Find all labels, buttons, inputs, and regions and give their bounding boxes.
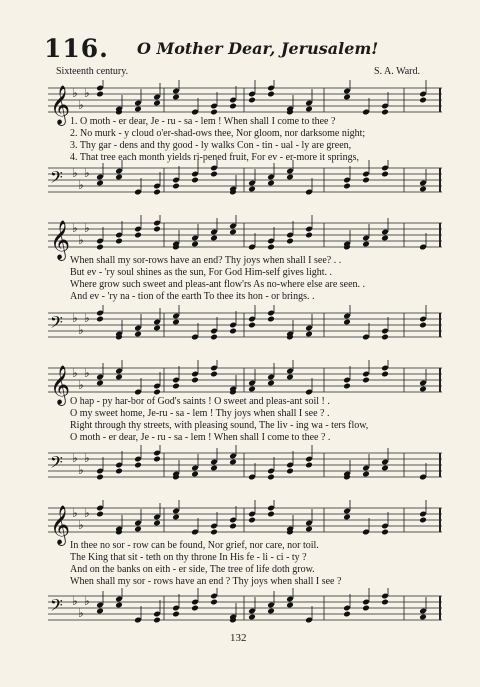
note-head — [191, 605, 199, 612]
note-head — [343, 94, 351, 101]
note-head — [153, 325, 161, 332]
note-head — [286, 374, 294, 381]
note-head — [96, 180, 104, 187]
flat-icon: ♭ — [72, 451, 78, 465]
note-head — [248, 97, 256, 104]
note-head — [210, 465, 218, 472]
note-head — [172, 183, 180, 190]
flat-icon: ♭ — [84, 451, 90, 465]
flat-icon: ♭ — [84, 506, 90, 520]
note-head — [343, 183, 351, 190]
note-head — [96, 244, 104, 251]
note-head — [96, 316, 104, 323]
note-head — [191, 471, 199, 478]
note-head — [343, 514, 351, 521]
note-head — [381, 465, 389, 472]
note-head — [248, 322, 256, 329]
lyric-line: O hap - py har-bor of God's saints ! O sweet and pleas-ant soil ! . — [70, 396, 330, 407]
note-head — [96, 608, 104, 615]
lyrics-block-1 — [70, 116, 442, 164]
flat-icon: ♭ — [78, 463, 84, 477]
flat-icon: ♭ — [84, 166, 90, 180]
lyric-line: When shall my sor-rows have an end? Thy joys when shall I see? . . — [70, 255, 342, 266]
note-head — [343, 383, 351, 390]
note-head — [191, 241, 199, 248]
note-head — [172, 319, 180, 326]
note-head — [115, 374, 123, 381]
note-head — [229, 523, 237, 530]
note-head — [210, 529, 218, 536]
note-head — [172, 383, 180, 390]
note-head — [267, 244, 275, 251]
note-head — [267, 608, 275, 615]
note-head — [210, 109, 218, 116]
flat-icon: ♭ — [78, 518, 84, 532]
bass-staff-4 — [44, 588, 444, 638]
bass-staff-3 — [44, 445, 444, 495]
note-head — [381, 334, 389, 341]
hymn-title: O Mother Dear, Jerusalem! — [137, 39, 379, 58]
note-head — [134, 526, 142, 533]
note-head — [286, 174, 294, 181]
note-head — [134, 106, 142, 113]
lyric-line: 4. That tree each month yields ri-pened fruit, For ev - er-more it springs, — [70, 152, 359, 163]
note-head — [267, 316, 275, 323]
note-head — [305, 331, 313, 338]
lyric-line: The King that sit - teth on thy throne In His fe - li - ci - ty ? — [70, 552, 307, 563]
note-head — [305, 232, 313, 239]
page-number: 132 — [230, 632, 247, 644]
lyric-line: 3. Thy gar - dens and thy good - ly walks Con - tin - ual - ly are green, — [70, 140, 352, 151]
note-head — [191, 377, 199, 384]
note-head — [210, 599, 218, 606]
lyrics-block-3 — [70, 396, 442, 444]
lyric-line: In thee no sor - row can be found, Nor grief, nor care, nor toil. — [70, 540, 319, 551]
bass-staff-1 — [44, 160, 444, 210]
note-head — [381, 109, 389, 116]
note-head — [419, 322, 427, 329]
lyric-line: But ev - 'ry soul shines as the sun, For God Him-self gives light. . — [70, 267, 333, 278]
flat-icon: ♭ — [72, 594, 78, 608]
note-head — [305, 106, 313, 113]
note-head — [210, 235, 218, 242]
note-head — [343, 319, 351, 326]
treble-clef-icon: 𝄞 — [50, 505, 71, 545]
bass-clef-icon: 𝄢 — [50, 452, 63, 476]
bass-staff-2 — [44, 305, 444, 355]
lyric-line: Right through thy streets, with pleasing sound, The liv - ing wa - ters flow, — [70, 420, 369, 431]
note-head — [229, 103, 237, 110]
lyric-line: 2. No murk - y cloud o'er-shad-ows thee, Nor gloom, nor darksome night; — [70, 128, 366, 139]
note-head — [172, 514, 180, 521]
note-head — [229, 328, 237, 335]
note-head — [419, 614, 427, 621]
lyric-line: And ev - 'ry na - tion of the earth To thee its hon - or brings. . — [70, 291, 315, 302]
note-head — [153, 456, 161, 463]
note-head — [153, 617, 161, 624]
bass-clef-icon: 𝄢 — [50, 595, 63, 619]
flat-icon: ♭ — [78, 233, 84, 247]
note-head — [153, 100, 161, 107]
flat-icon: ♭ — [84, 86, 90, 100]
note-head — [153, 226, 161, 233]
note-head — [362, 177, 370, 184]
note-head — [267, 91, 275, 98]
note-head — [115, 174, 123, 181]
flat-icon: ♭ — [78, 98, 84, 112]
flat-icon: ♭ — [84, 594, 90, 608]
note-head — [419, 386, 427, 393]
note-head — [362, 241, 370, 248]
note-head — [286, 602, 294, 609]
hymn-number: 116. — [44, 34, 109, 63]
bass-clef-icon: 𝄢 — [50, 312, 63, 336]
note-head — [191, 177, 199, 184]
treble-clef-icon: 𝄞 — [50, 85, 71, 125]
note-head — [267, 180, 275, 187]
composer-text: S. A. Ward. — [374, 66, 420, 77]
note-head — [362, 377, 370, 384]
treble-clef-icon: 𝄞 — [50, 220, 71, 260]
note-head — [115, 602, 123, 609]
note-head — [248, 186, 256, 193]
bass-clef-icon: 𝄢 — [50, 167, 63, 191]
flat-icon: ♭ — [72, 366, 78, 380]
note-head — [343, 611, 351, 618]
flat-icon: ♭ — [78, 323, 84, 337]
note-head — [96, 511, 104, 518]
lyric-line: O moth - er dear, Je - ru - sa - lem ! When shall I come to thee ? . — [70, 432, 331, 443]
note-head — [153, 520, 161, 527]
flat-icon: ♭ — [78, 178, 84, 192]
flat-icon: ♭ — [78, 378, 84, 392]
flat-icon: ♭ — [84, 221, 90, 235]
note-head — [229, 229, 237, 236]
note-head — [286, 238, 294, 245]
flat-icon: ♭ — [78, 606, 84, 620]
note-head — [381, 599, 389, 606]
flat-icon: ♭ — [72, 166, 78, 180]
note-head — [362, 605, 370, 612]
note-head — [305, 526, 313, 533]
lyrics-block-4 — [70, 540, 442, 588]
note-head — [419, 517, 427, 524]
note-head — [96, 474, 104, 481]
note-head — [381, 371, 389, 378]
note-head — [248, 386, 256, 393]
lyrics-block-2 — [70, 255, 442, 303]
note-head — [210, 171, 218, 178]
note-head — [286, 468, 294, 475]
origin-text: Sixteenth century. — [56, 66, 129, 77]
note-head — [267, 474, 275, 481]
flat-icon: ♭ — [72, 221, 78, 235]
note-head — [229, 459, 237, 466]
lyric-line: 1. O moth - er dear, Je - ru - sa - lem ! When shall I come to thee ? — [70, 116, 336, 127]
flat-icon: ♭ — [84, 366, 90, 380]
flat-icon: ♭ — [72, 506, 78, 520]
hymn-header — [44, 34, 444, 64]
note-head — [172, 94, 180, 101]
note-head — [248, 614, 256, 621]
note-head — [248, 517, 256, 524]
lyric-line: Where grow such sweet and pleas-ant flow'rs As no-where else are seen. . — [70, 279, 366, 290]
note-head — [419, 97, 427, 104]
note-head — [153, 189, 161, 196]
note-head — [134, 232, 142, 239]
flat-icon: ♭ — [72, 86, 78, 100]
note-head — [96, 91, 104, 98]
note-head — [381, 235, 389, 242]
note-head — [267, 511, 275, 518]
lyric-line: And on the banks on eith - er side, The tree of life doth grow. — [70, 564, 315, 575]
note-head — [381, 529, 389, 536]
treble-clef-icon: 𝄞 — [50, 365, 71, 405]
flat-icon: ♭ — [72, 311, 78, 325]
note-head — [210, 371, 218, 378]
note-head — [305, 462, 313, 469]
note-head — [362, 471, 370, 478]
lyric-line: O my sweet home, Je-ru - sa - lem ! Thy joys when shall I see ? . — [70, 408, 330, 419]
note-head — [267, 380, 275, 387]
note-head — [381, 171, 389, 178]
lyric-line: When shall my sor - rows have an end ? Thy joys when shall I see ? — [70, 576, 342, 587]
note-head — [210, 334, 218, 341]
note-head — [115, 238, 123, 245]
flat-icon: ♭ — [84, 311, 90, 325]
note-head — [134, 462, 142, 469]
note-head — [172, 611, 180, 618]
note-head — [115, 468, 123, 475]
note-head — [419, 186, 427, 193]
note-head — [153, 389, 161, 396]
note-head — [96, 380, 104, 387]
note-head — [134, 331, 142, 338]
